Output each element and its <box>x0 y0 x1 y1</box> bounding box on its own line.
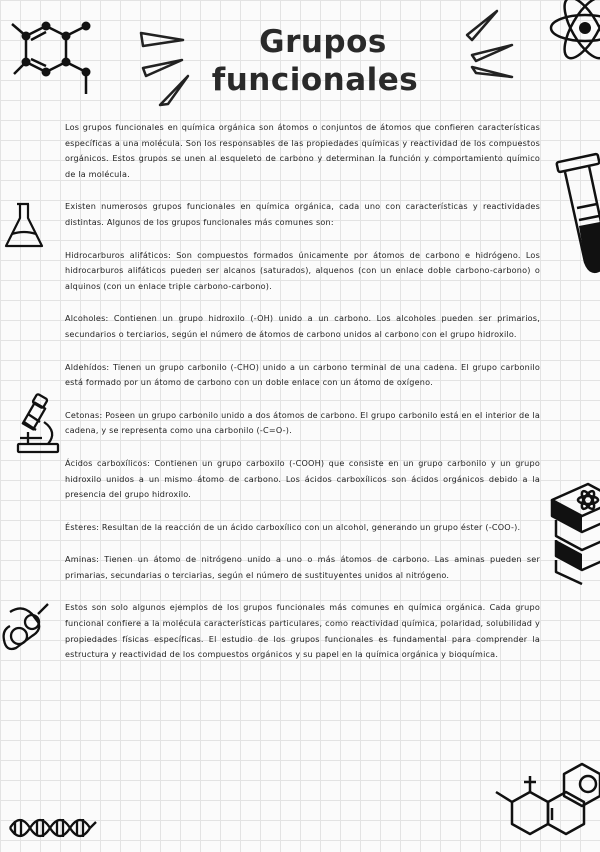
paragraph-intro: Los grupos funcionales en química orgánica son átomos o conjuntos de átomos que confieren características específicas a una molécula. Son los responsables de las propiedades químicas y reactividad de los compuestos orgánicos. Estos grupos se unen al esqueleto de carbono y determinan la función y comportamiento químico de la molécula. <box>65 122 540 179</box>
paragraph-hidrocarburos: Hidrocarburos alifáticos: Son compuestos formados únicamente por átomos de carbono e hidrógeno. Los hidrocarburos alifáticos pueden ser alcanos (saturados), alquenos (con un enlace doble carbono-carbono) o alquinos (con un enlace triple carbono-carbono). <box>65 249 540 291</box>
paragraph-alcoholes: Alcoholes: Contienen un grupo hidroxilo (-OH) unido a un carbono. Los alcoholes pueden ser primarios, secundarios o terciarios, según el número de átomos de carbono unidos al carbono con el grupo hidroxilo. <box>65 313 540 339</box>
dna-icon <box>8 812 98 844</box>
paragraph-aminas: Aminas: Tienen un átomo de nitrógeno unido a uno o más átomos de carbono. Las aminas pueden ser primarias, secundarias o terciarias, según el número de sustituyentes unidos al nitrógeno. <box>65 554 540 580</box>
paragraph-acidos: Ácidos carboxílicos: Contienen un grupo carboxilo (-COOH) que consiste en un grupo carbonilo y un grupo hidroxilo unidos a un mismo átomo de carbono. Los ácidos carboxílicos son ácidos orgánicos debido a la presencia del grupo hidroxilo. <box>65 457 540 500</box>
paragraph-conclusion: Estos son solo algunos ejemplos de los grupos funcionales más comunes en química orgánica. Cada grupo funcional confiere a la molécula características particulares, como reactividad química, polaridad, solubilidad y propiedades físicas específicas. El estudio de los grupos funcionales es fundamental para comprender la estructura y reactividad de los compuestos orgánicos y su papel en la química orgánica y bioquímica. <box>65 602 540 660</box>
microscope-icon <box>14 392 62 458</box>
body-text <box>65 120 540 680</box>
paragraph-aldehidos: Aldehídos: Tienen un grupo carbonilo (-CHO) unido a un carbono terminal de una cadena. El grupo carbonilo está formado por un átomo de carbono con un doble enlace con un átomo de oxígeno. <box>65 361 540 388</box>
erlenmeyer-flask-icon <box>2 200 52 252</box>
paragraph-esteres: Ésteres: Resultan de la reacción de un ácido carboxílico con un alcohol, generando un grupo éster (-COO-). <box>65 521 521 532</box>
goggles-icon <box>2 600 52 652</box>
sparkle-lines-right-icon <box>462 5 522 85</box>
paragraph-groups-intro: Existen numerosos grupos funcionales en química orgánica, cada uno con características y reactividades distintas. Algunos de los grupos funcionales más comunes son: <box>65 201 540 227</box>
naphthalene-molecule-icon <box>4 14 104 106</box>
sparkle-lines-left-icon <box>138 28 198 113</box>
page-title-line-2: funcionales <box>211 62 419 98</box>
paragraph-cetonas: Cetonas: Poseen un grupo carbonilo unido a dos átomos de carbono. El grupo carbonilo está en el interior de la cadena, y se representa como una carbonilo (-C=O-). <box>65 409 540 436</box>
page-title-line-1: Grupos <box>259 24 387 60</box>
test-tube-icon <box>555 150 600 280</box>
books-icon <box>548 480 600 585</box>
molecule-structure-icon <box>492 762 600 852</box>
atom-icon <box>545 0 600 70</box>
